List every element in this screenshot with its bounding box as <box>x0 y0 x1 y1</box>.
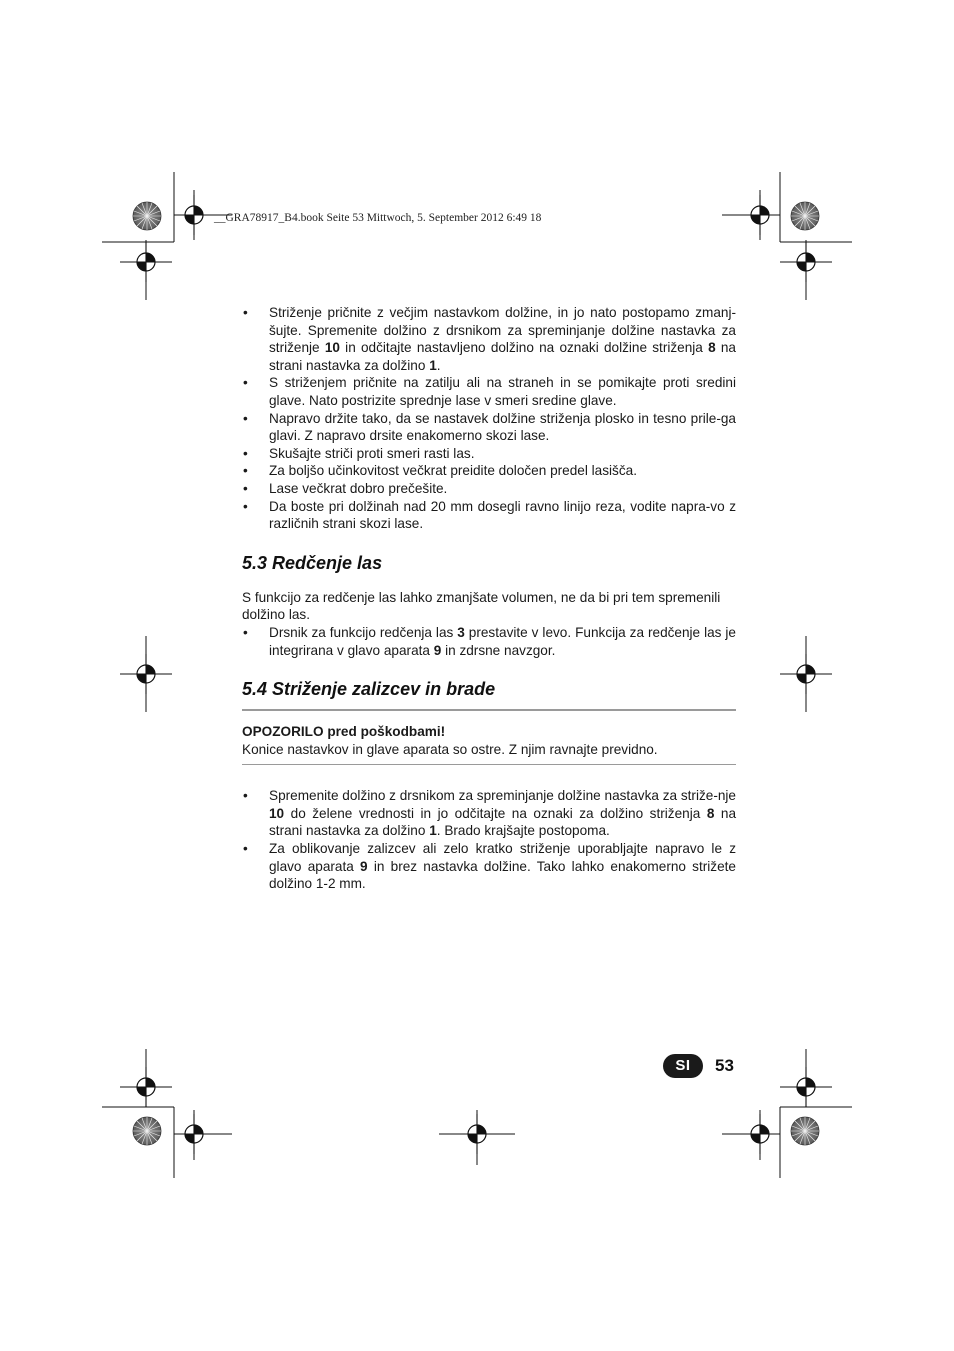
list-item: • Skušajte striči proti smeri rasti las. <box>242 445 736 463</box>
list-item: • Da boste pri dolžinah nad 20 mm dosegli ravno linijo reza, vodite napra-vo z različnih strani skozi lase. <box>242 498 736 533</box>
thinning-paragraph: S funkcijo za redčenje las lahko zmanjšate volumen, ne da bi pri tem spremenili dolžino las. <box>242 589 721 623</box>
intro-bullet-list <box>242 304 736 533</box>
thinning-bullet-list <box>242 624 736 659</box>
list-item: • Drsnik za funkcijo redčenja las 3 prestavite v levo. Funkcija za redčenje las je integrirana v glavo aparata 9 in zdrsne navzgor. <box>242 624 736 659</box>
language-badge: SI <box>663 1054 703 1078</box>
section-title-sideburns-beard: 5.4 Striženje zalizcev in brade <box>242 679 496 700</box>
print-header: __GRA78917_B4.book Seite 53 Mittwoch, 5. September 2012 6:49 18 <box>214 212 542 224</box>
page-number: 53 <box>715 1056 734 1075</box>
page-content <box>242 304 736 893</box>
list-item: • Za boljšo učinkovitost večkrat preidite določen predel lasišča. <box>242 462 736 480</box>
list-item: • Za oblikovanje zalizcev ali zelo kratko striženje uporabljajte napravo le z glavo aparata 9 in brez nastavka dolžine. Tako lahko enakomerno strižete dolžino 1-2 mm. <box>242 840 736 893</box>
sideburns-bullet-list <box>242 787 736 893</box>
list-item: • Lase večkrat dobro prečešite. <box>242 480 736 498</box>
list-item: • S striženjem pričnite na zatilju ali na straneh in se pomikajte proti sredini glave. Nato postrizite sprednje lase v smeri sredine glave. <box>242 374 736 409</box>
list-item: • Striženje pričnite z večjim nastavkom dolžine, in jo nato postopamo zmanj-šujte. Spremenite dolžino z drsnikom za spreminjanje dolžine nastavka za striženje 10 in odčitajte nastavljeno dolžino na oznaki dolžine striženja 8 na strani nastavka za dolžino 1. <box>242 304 736 374</box>
warning-box <box>242 709 736 765</box>
page-footer <box>663 1053 734 1079</box>
list-item: • Spremenite dolžino z drsnikom za spreminjanje dolžine nastavka za striže-nje 10 do želene vrednosti in jo odčitajte na oznaki za dolžino striženja 8 na strani nastavka za dolžino 1. Brado krajšajte postopoma. <box>242 787 736 840</box>
list-item: • Napravo držite tako, da se nastavek dolžine striženja plosko in tesno prile-ga glavi. Z napravo drsite enakomerno skozi lase. <box>242 410 736 445</box>
warning-title: OPOZORILO pred poškodbami! <box>242 724 446 740</box>
warning-text: Konice nastavkov in glave aparata so ostre. Z njim ravnajte previdno. <box>242 741 658 757</box>
section-title-thinning: 5.3 Redčenje las <box>242 552 383 573</box>
